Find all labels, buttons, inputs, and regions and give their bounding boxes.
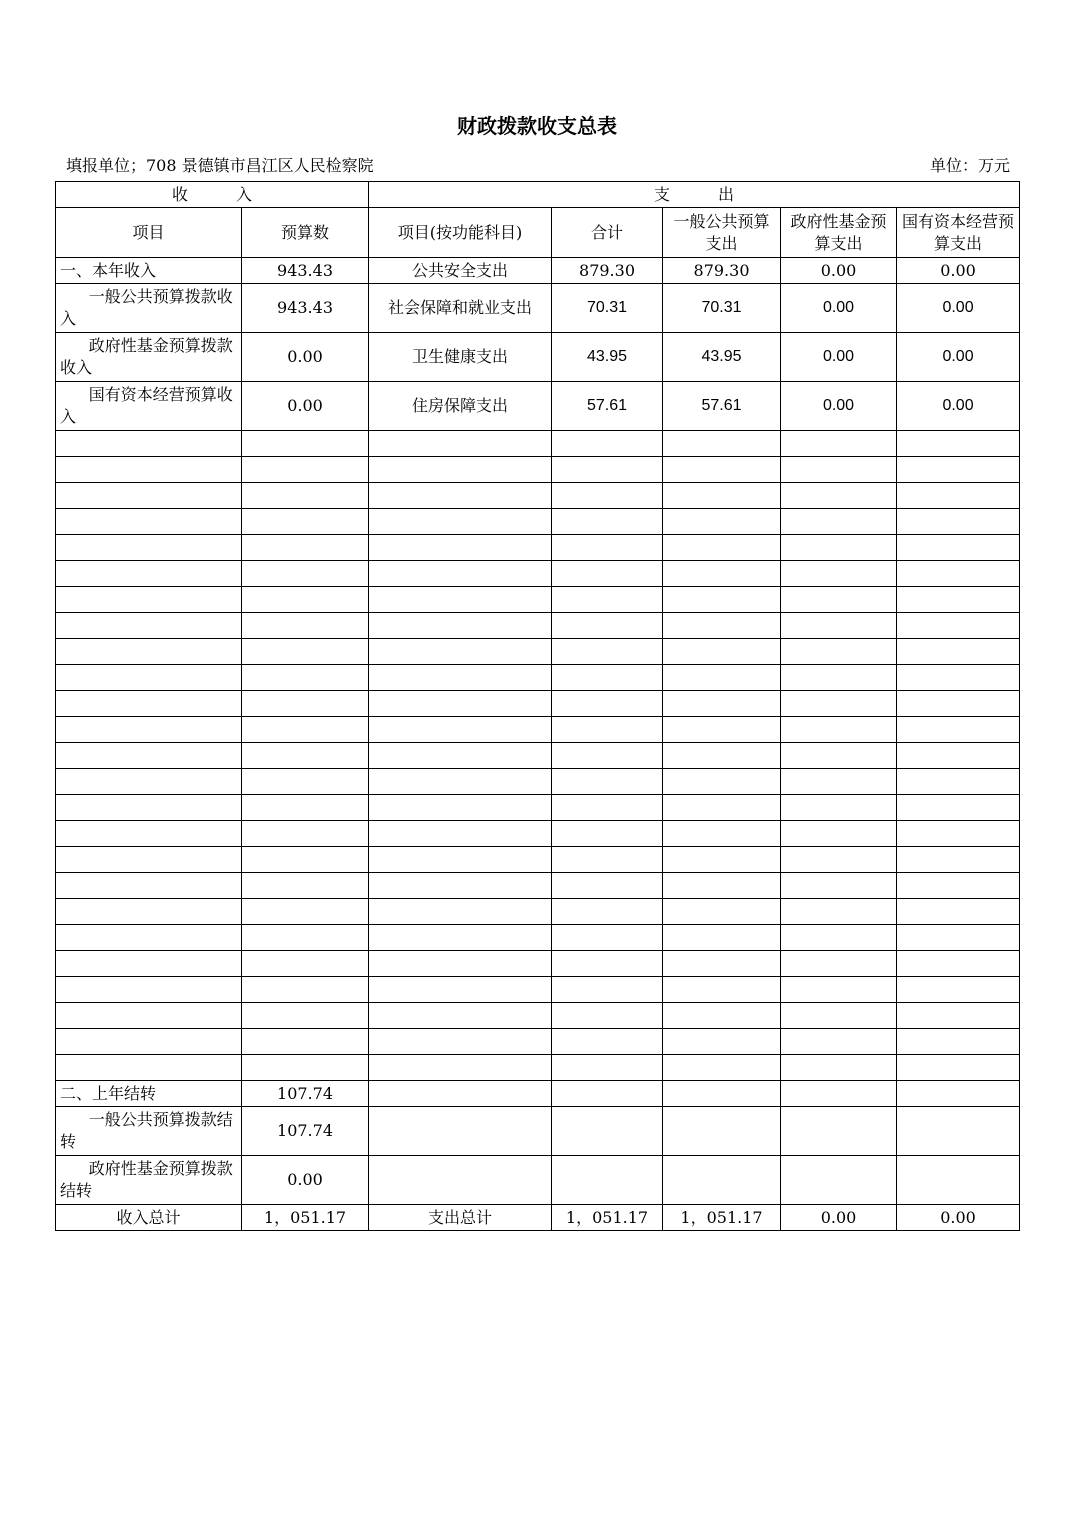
empty-row — [56, 925, 1020, 951]
empty-cell — [369, 561, 552, 587]
expenditure-fund: 0.00 — [781, 284, 897, 333]
empty-cell — [781, 613, 897, 639]
empty-cell — [56, 847, 242, 873]
expenditure-general: 43.95 — [663, 333, 781, 382]
empty-cell — [242, 1055, 369, 1081]
empty-cell — [663, 509, 781, 535]
empty-row — [56, 847, 1020, 873]
expenditure-general: 57.61 — [663, 382, 781, 431]
empty-cell — [781, 873, 897, 899]
empty-cell — [56, 483, 242, 509]
empty-cell — [663, 431, 781, 457]
empty-cell — [663, 1081, 781, 1107]
empty-cell — [663, 873, 781, 899]
empty-cell — [56, 561, 242, 587]
empty-cell — [552, 795, 663, 821]
table-row — [56, 1107, 1020, 1156]
empty-cell — [897, 561, 1020, 587]
income-section-header: 收 入 — [56, 182, 369, 208]
empty-cell — [56, 769, 242, 795]
empty-cell — [242, 925, 369, 951]
empty-cell — [242, 951, 369, 977]
empty-cell — [897, 743, 1020, 769]
empty-cell — [56, 587, 242, 613]
empty-cell — [56, 821, 242, 847]
empty-cell — [242, 743, 369, 769]
carryover-value: 107.74 — [242, 1107, 369, 1156]
empty-cell — [242, 821, 369, 847]
income-value: 0.00 — [242, 333, 369, 382]
empty-cell — [552, 821, 663, 847]
empty-cell — [897, 795, 1020, 821]
empty-cell — [663, 665, 781, 691]
expenditure-fund: 0.00 — [781, 382, 897, 431]
empty-cell — [552, 873, 663, 899]
empty-cell — [781, 561, 897, 587]
empty-cell — [552, 847, 663, 873]
empty-cell — [897, 977, 1020, 1003]
empty-row — [56, 1055, 1020, 1081]
empty-cell — [56, 1029, 242, 1055]
expenditure-general: 70.31 — [663, 284, 781, 333]
empty-cell — [781, 1055, 897, 1081]
expenditure-section-header: 支 出 — [369, 182, 1020, 208]
carryover-value: 107.74 — [242, 1081, 369, 1107]
empty-cell — [552, 509, 663, 535]
empty-cell — [242, 769, 369, 795]
empty-cell — [552, 587, 663, 613]
empty-row — [56, 483, 1020, 509]
empty-cell — [242, 717, 369, 743]
empty-cell — [552, 431, 663, 457]
expenditure-capital: 0.00 — [897, 333, 1020, 382]
filing-unit: 填报单位；708 景德镇市昌江区人民检察院 — [66, 156, 374, 175]
empty-cell — [663, 613, 781, 639]
empty-cell — [552, 1003, 663, 1029]
empty-cell — [369, 821, 552, 847]
expenditure-fund: 0.00 — [781, 258, 897, 284]
empty-row — [56, 743, 1020, 769]
empty-cell — [552, 743, 663, 769]
empty-cell — [781, 587, 897, 613]
empty-row — [56, 795, 1020, 821]
empty-cell — [242, 431, 369, 457]
expenditure-total: 70.31 — [552, 284, 663, 333]
empty-cell — [369, 717, 552, 743]
expenditure-capital: 0.00 — [897, 258, 1020, 284]
empty-cell — [663, 691, 781, 717]
empty-cell — [781, 769, 897, 795]
expenditure-label: 公共安全支出 — [369, 258, 552, 284]
expenditure-capital: 0.00 — [897, 382, 1020, 431]
empty-cell — [663, 483, 781, 509]
income-value: 0.00 — [242, 382, 369, 431]
empty-cell — [552, 1029, 663, 1055]
empty-cell — [369, 1107, 552, 1156]
empty-cell — [552, 561, 663, 587]
empty-cell — [897, 509, 1020, 535]
empty-cell — [56, 457, 242, 483]
empty-cell — [369, 769, 552, 795]
empty-cell — [242, 1003, 369, 1029]
empty-cell — [552, 977, 663, 1003]
empty-cell — [663, 717, 781, 743]
empty-row — [56, 769, 1020, 795]
carryover-label: 政府性基金预算拨款结转 — [56, 1156, 242, 1205]
empty-cell — [552, 1081, 663, 1107]
empty-cell — [663, 795, 781, 821]
section-header-row — [56, 182, 1020, 208]
empty-cell — [897, 951, 1020, 977]
empty-cell — [552, 951, 663, 977]
empty-cell — [369, 691, 552, 717]
header-info — [66, 153, 1010, 177]
empty-cell — [781, 1081, 897, 1107]
table-row — [56, 1156, 1020, 1205]
expenditure-general: 879.30 — [663, 258, 781, 284]
empty-cell — [781, 431, 897, 457]
empty-cell — [552, 769, 663, 795]
empty-cell — [781, 977, 897, 1003]
empty-cell — [552, 925, 663, 951]
empty-cell — [897, 639, 1020, 665]
empty-cell — [242, 665, 369, 691]
income-value: 943.43 — [242, 258, 369, 284]
expenditure-general-total: 1，051.17 — [663, 1205, 781, 1231]
empty-cell — [369, 1055, 552, 1081]
empty-cell — [781, 535, 897, 561]
empty-cell — [663, 1055, 781, 1081]
empty-row — [56, 1029, 1020, 1055]
budget-summary-table — [55, 181, 1020, 1231]
col-header-total: 合计 — [552, 208, 663, 258]
expenditure-fund-total: 0.00 — [781, 1205, 897, 1231]
empty-cell — [56, 1055, 242, 1081]
currency-unit: 单位：万元 — [929, 156, 1010, 175]
empty-cell — [663, 639, 781, 665]
totals-row — [56, 1205, 1020, 1231]
empty-cell — [369, 665, 552, 691]
empty-cell — [552, 691, 663, 717]
empty-cell — [56, 639, 242, 665]
empty-cell — [56, 509, 242, 535]
empty-cell — [56, 691, 242, 717]
empty-cell — [369, 743, 552, 769]
empty-cell — [56, 717, 242, 743]
empty-cell — [552, 665, 663, 691]
empty-cell — [663, 951, 781, 977]
expenditure-total-value: 1，051.17 — [552, 1205, 663, 1231]
empty-cell — [56, 1003, 242, 1029]
empty-cell — [242, 639, 369, 665]
expenditure-label: 卫生健康支出 — [369, 333, 552, 382]
empty-cell — [369, 847, 552, 873]
expenditure-capital-total: 0.00 — [897, 1205, 1020, 1231]
empty-cell — [781, 457, 897, 483]
col-header-budget: 预算数 — [242, 208, 369, 258]
empty-cell — [897, 483, 1020, 509]
empty-cell — [781, 639, 897, 665]
col-header-gov-fund: 政府性基金预算支出 — [781, 208, 897, 258]
empty-row — [56, 561, 1020, 587]
empty-cell — [56, 873, 242, 899]
expenditure-label: 住房保障支出 — [369, 382, 552, 431]
table-row — [56, 1081, 1020, 1107]
empty-cell — [897, 1081, 1020, 1107]
empty-cell — [781, 899, 897, 925]
income-value: 943.43 — [242, 284, 369, 333]
expenditure-total: 57.61 — [552, 382, 663, 431]
empty-cell — [242, 457, 369, 483]
empty-cell — [897, 873, 1020, 899]
empty-cell — [897, 1055, 1020, 1081]
empty-row — [56, 977, 1020, 1003]
col-header-state-capital: 国有资本经营预算支出 — [897, 208, 1020, 258]
income-total-value: 1，051.17 — [242, 1205, 369, 1231]
empty-cell — [369, 457, 552, 483]
empty-cell — [663, 587, 781, 613]
empty-cell — [897, 457, 1020, 483]
empty-cell — [781, 951, 897, 977]
empty-cell — [897, 1107, 1020, 1156]
empty-cell — [663, 561, 781, 587]
empty-cell — [781, 1107, 897, 1156]
expenditure-total: 43.95 — [552, 333, 663, 382]
empty-cell — [897, 769, 1020, 795]
document-title: 财政拨款收支总表 — [457, 114, 617, 138]
empty-cell — [56, 951, 242, 977]
empty-cell — [56, 665, 242, 691]
expenditure-capital: 0.00 — [897, 284, 1020, 333]
empty-cell — [369, 509, 552, 535]
empty-cell — [663, 925, 781, 951]
empty-cell — [56, 795, 242, 821]
empty-cell — [369, 1081, 552, 1107]
empty-cell — [663, 977, 781, 1003]
empty-cell — [56, 899, 242, 925]
empty-cell — [56, 743, 242, 769]
empty-cell — [897, 665, 1020, 691]
empty-cell — [369, 977, 552, 1003]
empty-row — [56, 899, 1020, 925]
empty-cell — [897, 717, 1020, 743]
empty-cell — [242, 509, 369, 535]
empty-cell — [552, 535, 663, 561]
empty-cell — [663, 457, 781, 483]
expenditure-fund: 0.00 — [781, 333, 897, 382]
empty-cell — [781, 821, 897, 847]
empty-cell — [897, 691, 1020, 717]
expenditure-label: 社会保障和就业支出 — [369, 284, 552, 333]
empty-row — [56, 535, 1020, 561]
empty-row — [56, 717, 1020, 743]
empty-row — [56, 613, 1020, 639]
empty-cell — [552, 483, 663, 509]
empty-cell — [552, 613, 663, 639]
empty-cell — [369, 483, 552, 509]
empty-cell — [369, 899, 552, 925]
empty-cell — [552, 717, 663, 743]
income-total-label: 收入总计 — [56, 1205, 242, 1231]
table-row — [56, 333, 1020, 382]
empty-cell — [242, 1029, 369, 1055]
empty-cell — [781, 483, 897, 509]
empty-cell — [781, 847, 897, 873]
empty-cell — [56, 613, 242, 639]
carryover-label: 一般公共预算拨款结转 — [56, 1107, 242, 1156]
empty-cell — [781, 925, 897, 951]
empty-cell — [663, 535, 781, 561]
empty-cell — [369, 925, 552, 951]
empty-cell — [369, 639, 552, 665]
empty-cell — [897, 847, 1020, 873]
empty-cell — [781, 509, 897, 535]
empty-cell — [663, 899, 781, 925]
empty-cell — [369, 873, 552, 899]
income-label: 一、本年收入 — [56, 258, 242, 284]
empty-cell — [242, 847, 369, 873]
empty-cell — [897, 925, 1020, 951]
empty-row — [56, 665, 1020, 691]
empty-row — [56, 587, 1020, 613]
empty-row — [56, 951, 1020, 977]
empty-row — [56, 821, 1020, 847]
empty-cell — [369, 1003, 552, 1029]
income-label: 一般公共预算拨款收入 — [56, 284, 242, 333]
empty-cell — [663, 1003, 781, 1029]
income-label: 国有资本经营预算收入 — [56, 382, 242, 431]
empty-cell — [663, 1107, 781, 1156]
empty-cell — [369, 613, 552, 639]
empty-cell — [781, 665, 897, 691]
empty-row — [56, 873, 1020, 899]
empty-cell — [369, 951, 552, 977]
expenditure-total: 879.30 — [552, 258, 663, 284]
col-header-general-public: 一般公共预算支出 — [663, 208, 781, 258]
empty-cell — [56, 431, 242, 457]
empty-rows — [56, 431, 1020, 1081]
empty-cell — [781, 795, 897, 821]
empty-cell — [242, 613, 369, 639]
table-row — [56, 382, 1020, 431]
carryover-value: 0.00 — [242, 1156, 369, 1205]
empty-row — [56, 639, 1020, 665]
empty-cell — [552, 1055, 663, 1081]
empty-cell — [781, 1029, 897, 1055]
empty-cell — [663, 743, 781, 769]
empty-cell — [242, 483, 369, 509]
empty-cell — [242, 873, 369, 899]
table-row — [56, 258, 1020, 284]
empty-cell — [56, 977, 242, 1003]
empty-cell — [897, 821, 1020, 847]
empty-row — [56, 1003, 1020, 1029]
empty-cell — [369, 535, 552, 561]
empty-cell — [552, 639, 663, 665]
empty-cell — [242, 587, 369, 613]
empty-cell — [369, 431, 552, 457]
income-label: 政府性基金预算拨款收入 — [56, 333, 242, 382]
empty-cell — [552, 1156, 663, 1205]
empty-cell — [56, 535, 242, 561]
empty-cell — [897, 613, 1020, 639]
empty-cell — [897, 899, 1020, 925]
empty-cell — [369, 795, 552, 821]
empty-cell — [369, 587, 552, 613]
empty-cell — [369, 1156, 552, 1205]
empty-cell — [897, 535, 1020, 561]
empty-cell — [897, 431, 1020, 457]
empty-cell — [897, 1003, 1020, 1029]
empty-cell — [552, 457, 663, 483]
col-header-item: 项目 — [56, 208, 242, 258]
carryover-label: 二、上年结转 — [56, 1081, 242, 1107]
empty-cell — [242, 535, 369, 561]
empty-row — [56, 431, 1020, 457]
empty-cell — [663, 847, 781, 873]
empty-cell — [781, 691, 897, 717]
empty-cell — [663, 821, 781, 847]
empty-cell — [781, 1156, 897, 1205]
empty-cell — [663, 1156, 781, 1205]
empty-cell — [552, 1107, 663, 1156]
empty-cell — [242, 977, 369, 1003]
empty-cell — [242, 795, 369, 821]
empty-cell — [369, 1029, 552, 1055]
empty-cell — [663, 769, 781, 795]
empty-cell — [781, 743, 897, 769]
empty-cell — [897, 587, 1020, 613]
empty-cell — [242, 561, 369, 587]
empty-cell — [897, 1156, 1020, 1205]
empty-row — [56, 691, 1020, 717]
empty-row — [56, 509, 1020, 535]
col-header-item-by-function: 项目(按功能科目) — [369, 208, 552, 258]
empty-cell — [781, 717, 897, 743]
empty-row — [56, 457, 1020, 483]
empty-cell — [242, 899, 369, 925]
empty-cell — [56, 925, 242, 951]
empty-cell — [781, 1003, 897, 1029]
empty-cell — [552, 899, 663, 925]
column-header-row — [56, 208, 1020, 258]
empty-cell — [897, 1029, 1020, 1055]
empty-cell — [242, 691, 369, 717]
table-row — [56, 284, 1020, 333]
expenditure-total-label: 支出总计 — [369, 1205, 552, 1231]
empty-cell — [663, 1029, 781, 1055]
